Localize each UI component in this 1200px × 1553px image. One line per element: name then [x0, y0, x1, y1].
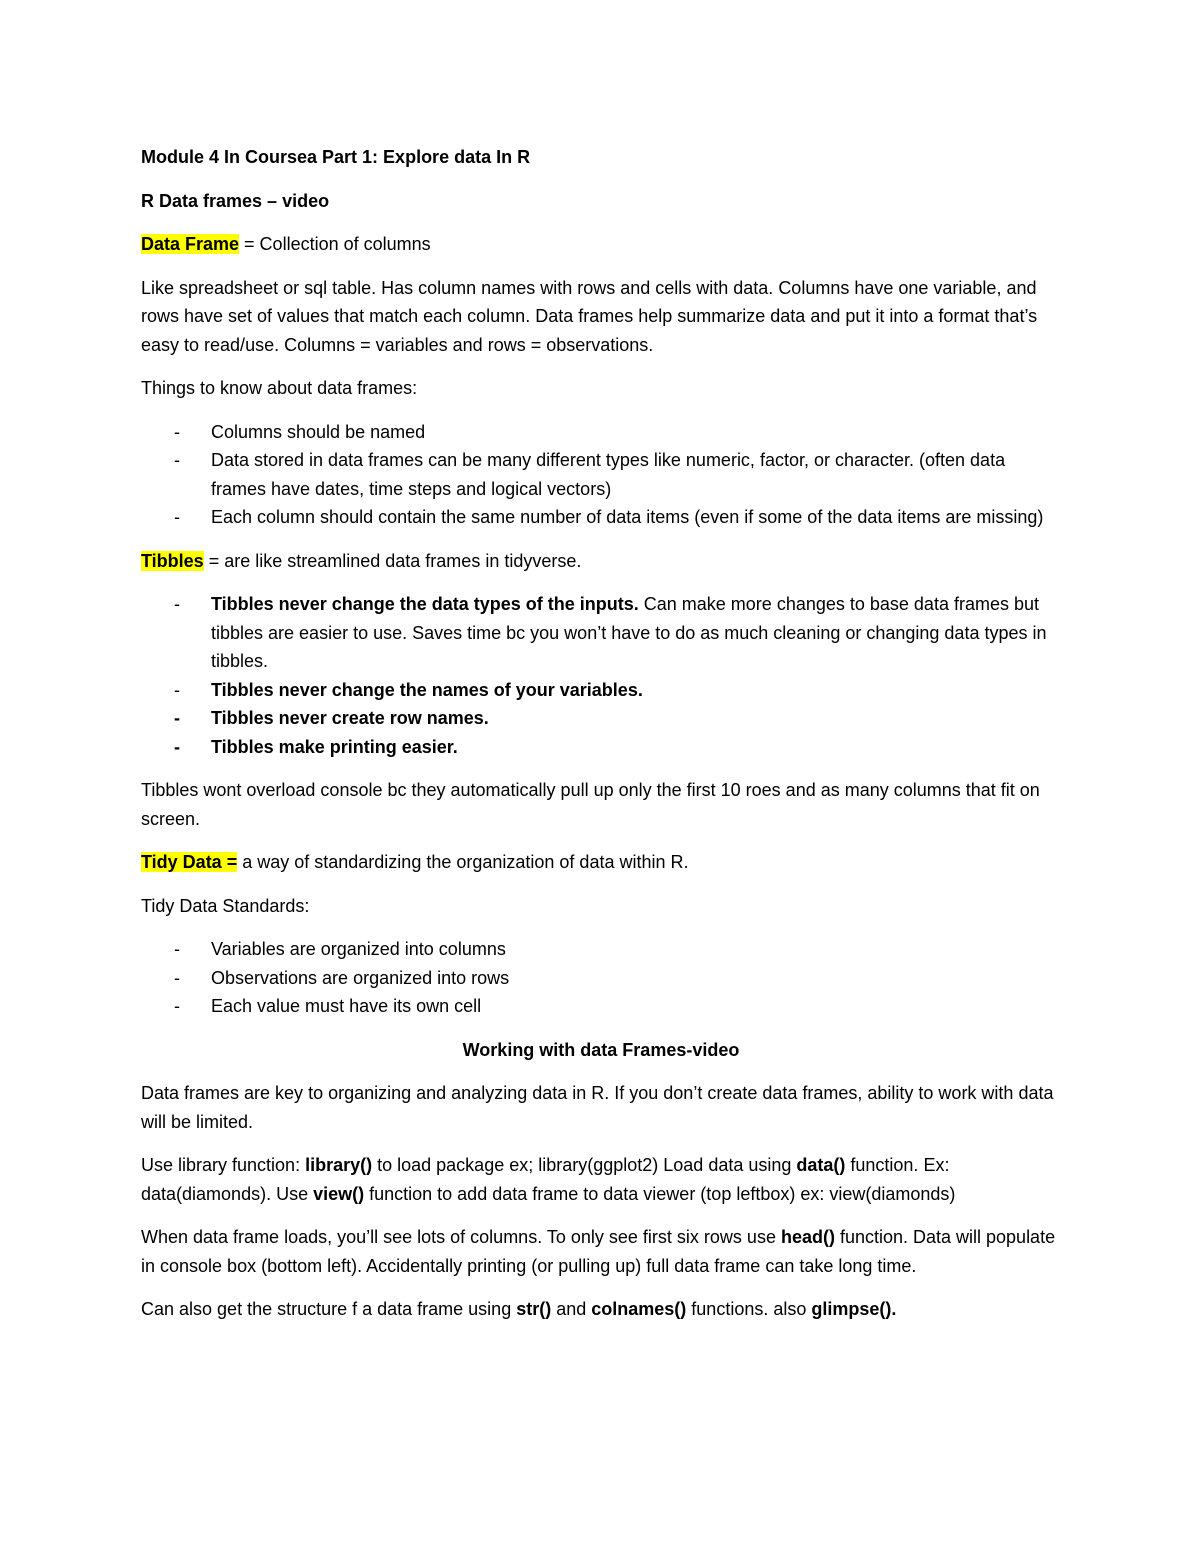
document-body: [141, 143, 1061, 1339]
list-item: - Each value must have its own cell: [174, 996, 482, 1016]
things-list: [141, 418, 1061, 532]
page-title: Module 4 In Coursea Part 1: Explore data In R: [141, 147, 531, 167]
section-heading-data-frames: R Data frames – video: [141, 190, 330, 211]
list-item: - Tibbles never change the names of your variables.: [174, 679, 643, 700]
working-paragraph-3: When data frame loads, you’ll see lots of columns. To only see first six rows use head() function. Data will populate in console box (bottom left). Accidentally printing (or pulling up) full data frame can take long time.: [141, 1227, 1056, 1276]
list-item: - Each column should contain the same number of data items (even if some of the data items are missing): [174, 507, 1044, 527]
tibbles-definition: Tibbles = are like streamlined data frames in tidyverse.: [141, 550, 582, 571]
data-frame-description: Like spreadsheet or sql table. Has column names with rows and cells with data. Columns have one variable, and rows have set of values that match each column. Data frames help summarize data and put it into a format that’s easy to read/use. Columns = variables and rows = observations.: [141, 277, 1038, 355]
tidy-standards-list: [141, 935, 1061, 1021]
list-item: - Variables are organized into columns: [174, 939, 506, 959]
section-heading-working: Working with data Frames-video: [462, 1039, 740, 1060]
list-item: - Columns should be named: [174, 421, 426, 442]
list-item: - Tibbles never change the data types of the inputs. Can make more changes to base data frames but tibbles are easier to use. Saves time bc you won’t have to do as much cleaning or changing data types in tibbles.: [174, 594, 1047, 671]
list-item: - Data stored in data frames can be many different types like numeric, factor, or character. (often data frames have dates, time steps and logical vectors): [174, 450, 1006, 499]
working-paragraph-1: Data frames are key to organizing and analyzing data in R. If you don’t create data frames, ability to work with data will be limited.: [141, 1083, 1054, 1132]
tidy-data-term: Tidy Data =: [141, 852, 238, 872]
working-paragraph-2: Use library function: library() to load package ex; library(ggplot2) Load data using data() function. Ex: data(diamonds). Use view() function to add data frame to data viewer (top leftbox) ex: view(diamonds): [141, 1155, 956, 1204]
things-heading: Things to know about data frames:: [141, 378, 418, 398]
tibbles-term: Tibbles: [141, 550, 204, 571]
working-paragraph-4: Can also get the structure f a data frame using str() and colnames() functions. also glimpse().: [141, 1299, 897, 1319]
tibbles-list: [141, 590, 1061, 761]
list-item: - Observations are organized into rows: [174, 967, 510, 988]
data-frame-definition: Data Frame = Collection of columns: [141, 234, 431, 254]
tidy-standards-heading: Tidy Data Standards:: [141, 895, 310, 916]
list-item: - Tibbles never create row names.: [174, 708, 489, 728]
tidy-data-definition: Tidy Data = a way of standardizing the organization of data within R.: [141, 852, 689, 872]
data-frame-term: Data Frame: [141, 234, 240, 254]
tibbles-note: Tibbles wont overload console bc they automatically pull up only the first 10 roes and as many columns that fit on screen.: [141, 780, 1040, 829]
list-item: - Tibbles make printing easier.: [174, 736, 458, 757]
